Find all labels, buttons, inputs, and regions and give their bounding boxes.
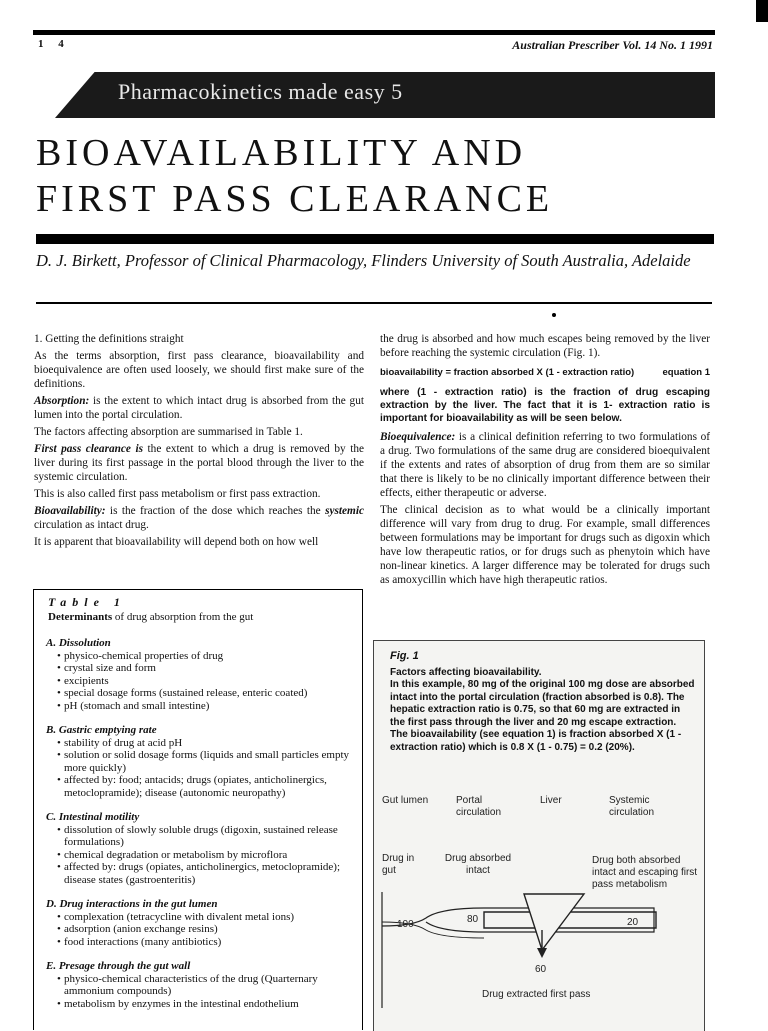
label-liver: Liver (540, 795, 562, 806)
list-item: • food interactions (many antibiotics) (64, 936, 358, 949)
definition: the extent to which a drug is removed by the liver during its first passage in the portal blood through the liver to the systemic circulation. (34, 443, 364, 483)
list-item: • dissolution of slowly soluble drugs (digoxin, sustained release formulations) (64, 824, 358, 849)
list-item: • complexation (tetracycline with divalent metal ions) (64, 911, 358, 924)
table-title: Table 1 (48, 595, 126, 609)
table-section-heading: D. Drug interactions in the gut lumen (46, 898, 218, 910)
list-item: • pH (stomach and small intestine) (64, 700, 358, 713)
term: First pass clearance is (34, 443, 143, 455)
label-gut-lumen: Gut lumen (382, 795, 429, 806)
table-section-heading: A. Dissolution (46, 637, 111, 649)
table-section (40, 724, 358, 799)
label-drug-extracted: Drug extracted first pass (482, 989, 591, 1000)
list-item: • physico-chemical characteristics of the drug (Quarternary ammonium compounds) (64, 973, 358, 998)
paragraph: the drug is absorbed and how much escapes being removed by the liver before reaching the systemic circulation (Fig. 1). (380, 333, 710, 359)
value-escaping: 20 (627, 917, 639, 928)
figure-caption: In this example, 80 mg of the original 100 mg dose are absorbed intact into the portal circulation (fraction absorbed is 0.8). The hepatic extraction ratio is 0.75, so that 60 mg are extracted in the first pass through the liver and 20 mg escape extraction. The bioavailability (see equation 1) is fraction absorbed X (1 - extraction ratio) which is 0.8 X (1 - 0.75) = 0.2 (20%). (390, 679, 695, 753)
list-item: • special dosage forms (sustained release, enteric coated) (64, 687, 358, 700)
left-column (34, 332, 364, 552)
table-section (40, 637, 358, 712)
figure-1-caption (390, 650, 695, 754)
definition: is the extent to which intact drug is absorbed from the gut lumen into the portal circulation. (34, 395, 364, 421)
term: Absorption: (34, 395, 90, 407)
paragraph: As the terms absorption, first pass clearance, bioavailability and bioequivalence are often used loosely, we should first make sure of the definitions. (34, 350, 364, 390)
list-item: • crystal size and form (64, 662, 358, 675)
equation-text: bioavailability = fraction absorbed X (1 - extraction ratio) (380, 367, 635, 378)
list-item: • adsorption (anion exchange resins) (64, 923, 358, 936)
term: Bioequivalence: (380, 431, 456, 443)
list-item: • excipients (64, 675, 358, 688)
title-line-1: BIOAVAILABILITY AND (36, 132, 527, 174)
list-item: • affected by: food; antacids; drugs (opiates, anticholinergics, metoclopramide); disease (autonomic neuropathy) (64, 774, 358, 799)
article-title (36, 130, 726, 222)
label-drug-absorbed: Drug absorbed intact (444, 853, 512, 876)
table-subtitle-rest: of drug absorption from the gut (112, 610, 254, 623)
list-item: • affected by: drugs (opiates, anticholinergics, metoclopramide); disease states (gastroenteritis) (64, 861, 358, 886)
list-item: • chemical degradation or metabolism by microflora (64, 849, 358, 862)
table-1 (40, 596, 358, 1010)
journal-citation: Australian Prescriber Vol. 14 No. 1 1991 (512, 38, 713, 52)
definition: is a clinical definition referring to two formulations of a drug. Two formulations of the same drug are considered bioequivalent if the extents and rates of absorption of drug from them are so similar that there is likely to be no clinically important difference between their effects, either therapeutic or adverse. (380, 431, 710, 499)
definition-emphasis: systemic (325, 505, 364, 517)
table-subtitle-bold: Determinants (48, 610, 113, 623)
byline-rule (36, 302, 712, 304)
table-section-heading: E. Presage through the gut wall (46, 960, 191, 972)
paragraph (34, 442, 364, 484)
label-portal-circulation: Portal circulation (456, 795, 502, 818)
label-drug-in-gut: Drug in gut (382, 853, 415, 876)
definition: is the fraction of the dose which reaches the (105, 505, 326, 517)
paragraph (380, 430, 710, 500)
table-section (40, 960, 358, 1010)
table-section-heading: C. Intestinal motility (46, 811, 140, 823)
paragraph: This is also called first pass metabolism or first pass extraction. (34, 488, 321, 500)
page-number: 1 4 (38, 38, 70, 50)
table-section (40, 811, 358, 886)
paragraph: where (1 - extraction ratio) is the fraction of drug escaping extraction by the liver. The fact that it is 1- extraction ratio is important for bioavailability as will be seen below. (380, 387, 710, 424)
table-section (40, 898, 358, 948)
term: Bioavailability: (34, 505, 106, 517)
value-extracted: 60 (535, 964, 547, 975)
title-rule (36, 234, 714, 244)
list-item: • physico-chemical properties of drug (64, 650, 358, 663)
value-dose: 100 (397, 919, 414, 930)
paragraph (34, 504, 364, 532)
paragraph: It is apparent that bioavailability will depend both on how well (34, 536, 319, 548)
author-byline: D. J. Birkett, Professor of Clinical Pharmacology, Flinders University of South Australia, Adelaide (36, 251, 691, 270)
right-column (380, 332, 710, 590)
header-rule (33, 30, 715, 35)
label-drug-escaping: Drug both absorbed intact and escaping first pass metabolism (592, 855, 698, 890)
figure-heading: Factors affecting bioavailability. (390, 666, 542, 678)
equation-1 (380, 366, 710, 380)
paragraph: The clinical decision as to what would be a clinically important difference will vary from drug to drug. For example, small differences between formulations may be important for drugs such as digoxin which have low therapeutic ratios, or for drugs such as phenytoin which have non-linear kinetics. A larger difference may be tolerated for drugs such as amoxycillin which have high therapeutic ratios. (380, 504, 710, 586)
table-section-heading: B. Gastric emptying rate (46, 724, 157, 736)
section-heading: 1. Getting the definitions straight (34, 333, 184, 345)
table-subtitle (48, 611, 358, 624)
figure-label: Fig. 1 (390, 650, 419, 662)
list-item: • solution or solid dosage forms (liquids and small particles empty more quickly) (64, 749, 358, 774)
value-absorbed: 80 (467, 914, 479, 925)
definition: circulation as intact drug. (34, 519, 149, 531)
series-banner-text: Pharmacokinetics made easy 5 (118, 79, 403, 104)
paragraph: The factors affecting absorption are summarised in Table 1. (34, 426, 303, 438)
stray-dot (552, 313, 556, 317)
label-systemic-circulation: Systemic circulation (609, 795, 655, 818)
title-line-2: FIRST PASS CLEARANCE (36, 178, 554, 220)
paragraph (34, 394, 364, 422)
page-corner-mark (756, 0, 768, 22)
equation-label: equation 1 (662, 367, 710, 378)
list-item: • stability of drug at acid pH (64, 737, 358, 750)
list-item: • metabolism by enzymes in the intestinal endothelium (64, 998, 358, 1011)
